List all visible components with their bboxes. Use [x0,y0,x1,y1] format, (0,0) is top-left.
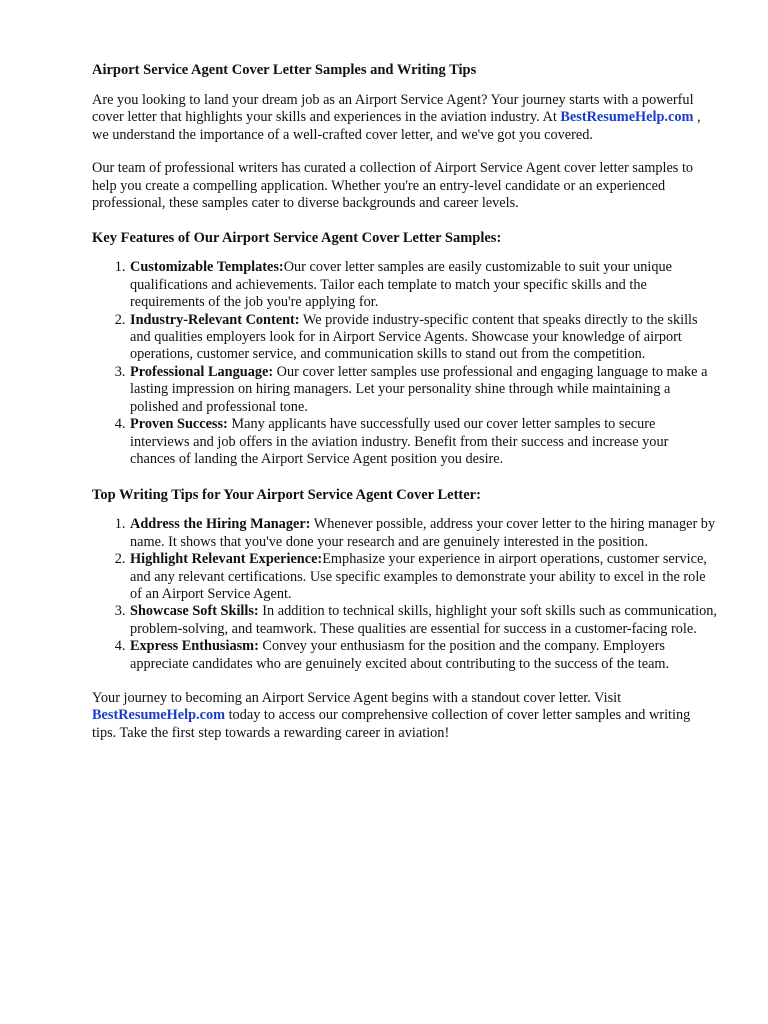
team-paragraph: Our team of professional writers has curated a collection of Airport Service Agent cover letter samples to help you create a compelling application. Whether you're an entry-level candidate or an experienced professional, these samples cater to diverse backgrounds and career levels. [92,160,694,212]
closing-text-after: today to access our comprehensive collection of cover letter samples and writing tips. Take the first step towards a rewarding career in aviation! [92,707,691,741]
list-item [129,638,717,673]
document-page [92,60,717,758]
features-heading: Key Features of Our Airport Service Agent Cover Letter Samples: [92,230,502,247]
closing-link[interactable]: BestResumeHelp.com [92,707,226,724]
intro-text-after: , we understand the importance of a well-crafted cover letter, and we've got you covered. [92,109,701,143]
feature-term: Industry-Relevant Content: [130,311,300,328]
tip-term: Highlight Relevant Experience: [130,551,323,568]
intro-text-before: Are you looking to land your dream job as an Airport Service Agent? Your journey starts with a powerful cover letter that highlights your skills and experiences in the aviation industry. At [92,92,694,126]
features-list [92,259,717,468]
feature-text: Our cover letter samples are easily customizable to suit your unique qualifications and achievements. Tailor each template to match your specific skills and the requirements of the job you're applying for. [130,259,672,311]
document-title: Airport Service Agent Cover Letter Samples and Writing Tips [92,62,477,78]
intro-link[interactable]: BestResumeHelp.com [560,109,694,126]
tip-term: Address the Hiring Manager: [130,516,311,533]
list-item [129,603,717,638]
intro-paragraph [92,92,717,144]
list-item [129,364,717,416]
tips-heading: Top Writing Tips for Your Airport Service Agent Cover Letter: [92,487,481,504]
closing-text-before: Your journey to becoming an Airport Service Agent begins with a standout cover letter. Visit [92,689,622,706]
tip-text: In addition to technical skills, highlight your soft skills such as communication, problem-solving, and teamwork. These qualities are essential for success in a customer-facing role. [130,603,717,637]
feature-term: Proven Success: [130,416,228,433]
list-item [129,551,717,603]
tip-text: Emphasize your experience in airport operations, customer service, and any relevant certifications. Use specific examples to demonstrate your ability to excel in the role of an Airport Service Agent. [130,551,707,602]
list-item [129,259,717,311]
tip-term: Showcase Soft Skills: [130,603,259,620]
list-item [129,516,717,551]
tips-list [92,516,717,673]
feature-term: Professional Language: [130,363,274,380]
feature-term: Customizable Templates: [130,259,284,276]
feature-text: Many applicants have successfully used our cover letter samples to secure interviews and job offers in the aviation industry. Benefit from their success and increase your chances of landing the Airport Service Agent position you desire. [130,416,669,467]
tip-text: Convey your enthusiasm for the position and the company. Employers appreciate candidates who are genuinely excited about contributing to the success of the team. [130,638,670,672]
feature-text: Our cover letter samples use professional and engaging language to make a lasting impression on hiring managers. Let your personality shine through while maintaining a polished and professional tone. [130,363,708,415]
feature-text: We provide industry-specific content that speaks directly to the skills and qualities employers look for in Airport Service Agents. Showcase your knowledge of airport operations, customer service, and communication skills to stand out from the competition. [130,311,698,363]
tip-term: Express Enthusiasm: [130,638,259,655]
tip-text: Whenever possible, address your cover letter to the hiring manager by name. It shows that you've done your research and are genuinely interested in the position. [130,516,716,550]
closing-paragraph [92,690,717,742]
list-item [129,416,717,468]
list-item [129,312,717,364]
